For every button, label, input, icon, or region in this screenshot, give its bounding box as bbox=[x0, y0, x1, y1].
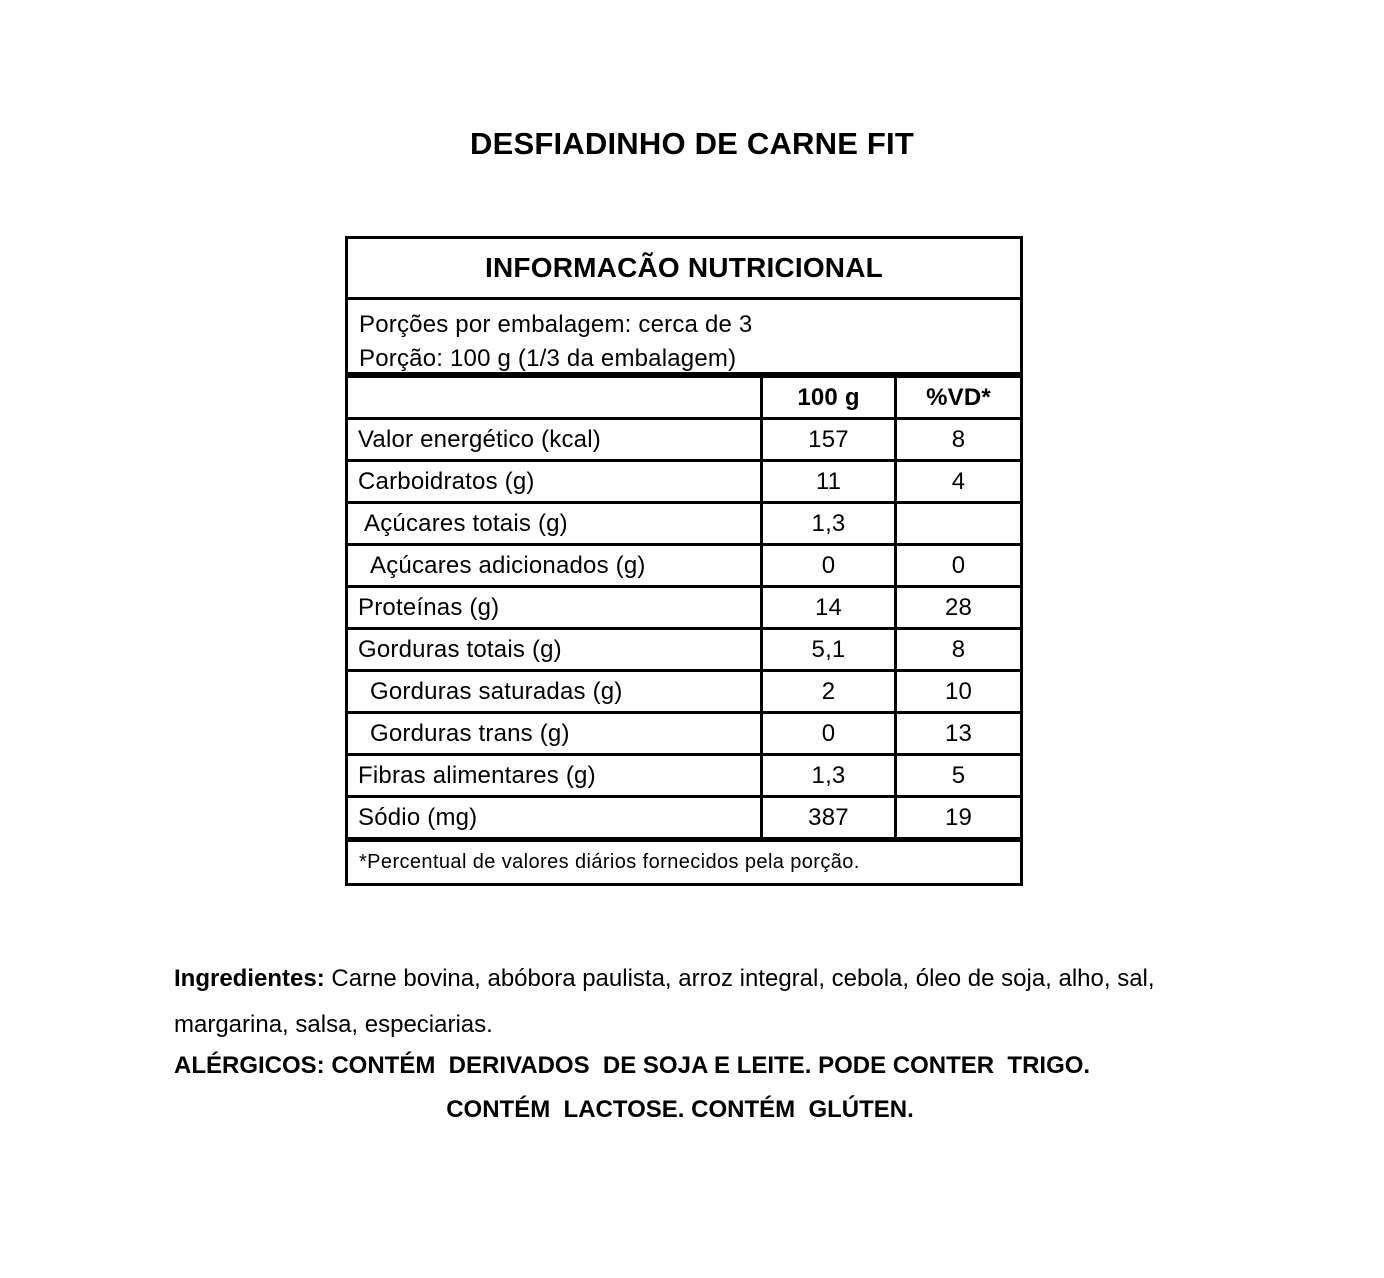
table-row bbox=[348, 630, 1020, 672]
allergens-section bbox=[174, 1044, 1184, 1132]
nutrient-daily-value: 28 bbox=[944, 593, 973, 621]
nutrition-table-heading: INFORMACÃO NUTRICIONAL bbox=[348, 239, 1020, 300]
column-header-row bbox=[348, 378, 1020, 420]
nutrient-quantity: 157 bbox=[763, 420, 897, 459]
table-row bbox=[348, 756, 1020, 798]
nutrient-quantity: 387 bbox=[763, 798, 897, 837]
nutrient-daily-value bbox=[897, 504, 1020, 543]
nutrient-label: Açúcares totais (g) bbox=[348, 504, 763, 543]
nutrient-label: Fibras alimentares (g) bbox=[348, 756, 763, 795]
nutrient-daily-value: 5 bbox=[951, 761, 966, 789]
table-row bbox=[348, 588, 1020, 630]
column-header-quantity: 100 g bbox=[763, 378, 897, 417]
nutrient-label: Gorduras saturadas (g) bbox=[348, 672, 763, 711]
allergens-line-1: ALÉRGICOS: CONTÉM DERIVADOS DE SOJA E LEITE. PODE CONTER TRIGO. bbox=[174, 1052, 1091, 1079]
nutrient-quantity: 0 bbox=[763, 714, 897, 753]
nutrition-facts-table bbox=[345, 236, 1023, 886]
nutrient-quantity: 11 bbox=[763, 462, 897, 501]
nutrient-daily-value: 13 bbox=[944, 719, 973, 747]
nutrient-daily-value: 4 bbox=[951, 467, 966, 495]
nutrient-label: Valor energético (kcal) bbox=[348, 420, 763, 459]
allergens-line-2: CONTÉM LACTOSE. CONTÉM GLÚTEN. bbox=[446, 1096, 914, 1123]
serving-size: Porção: 100 g (1/3 da embalagem) bbox=[359, 345, 737, 372]
nutrient-quantity: 5,1 bbox=[763, 630, 897, 669]
nutrient-daily-value: 8 bbox=[951, 635, 966, 663]
column-header-nutrient bbox=[348, 378, 763, 417]
nutrient-label: Gorduras trans (g) bbox=[348, 714, 763, 753]
table-row bbox=[348, 714, 1020, 756]
nutrient-daily-value: 19 bbox=[944, 803, 973, 831]
column-header-daily-value: %VD* bbox=[926, 383, 991, 411]
nutrient-daily-value: 0 bbox=[951, 551, 966, 579]
nutrient-quantity: 1,3 bbox=[763, 756, 897, 795]
nutrient-daily-value: 8 bbox=[951, 425, 966, 453]
nutrient-label: Gorduras totais (g) bbox=[348, 630, 763, 669]
nutrient-daily-value: 10 bbox=[944, 677, 973, 705]
ingredients-section bbox=[174, 956, 1244, 1048]
table-row bbox=[348, 798, 1020, 842]
servings-per-package: Porções por embalagem: cerca de 3 bbox=[359, 311, 753, 338]
table-row bbox=[348, 546, 1020, 588]
ingredients-text: Carne bovina, abóbora paulista, arroz integral, cebola, óleo de soja, alho, sal, margarina, salsa, especiarias. bbox=[174, 965, 1155, 1038]
nutrient-label: Proteínas (g) bbox=[348, 588, 763, 627]
table-row bbox=[348, 504, 1020, 546]
nutrient-quantity: 2 bbox=[763, 672, 897, 711]
daily-value-footnote: *Percentual de valores diários fornecidos pela porção. bbox=[359, 851, 860, 873]
nutrient-label: Sódio (mg) bbox=[348, 798, 763, 837]
nutrient-quantity: 14 bbox=[763, 588, 897, 627]
table-row bbox=[348, 462, 1020, 504]
serving-info bbox=[348, 300, 1020, 378]
nutrient-quantity: 0 bbox=[763, 546, 897, 585]
table-row bbox=[348, 672, 1020, 714]
ingredients-label: Ingredientes: bbox=[174, 965, 325, 992]
product-title: DESFIADINHO DE CARNE FIT bbox=[470, 126, 914, 161]
table-row bbox=[348, 420, 1020, 462]
nutrient-label: Carboidratos (g) bbox=[348, 462, 763, 501]
nutrient-quantity: 1,3 bbox=[763, 504, 897, 543]
nutrient-label: Açúcares adicionados (g) bbox=[348, 546, 763, 585]
